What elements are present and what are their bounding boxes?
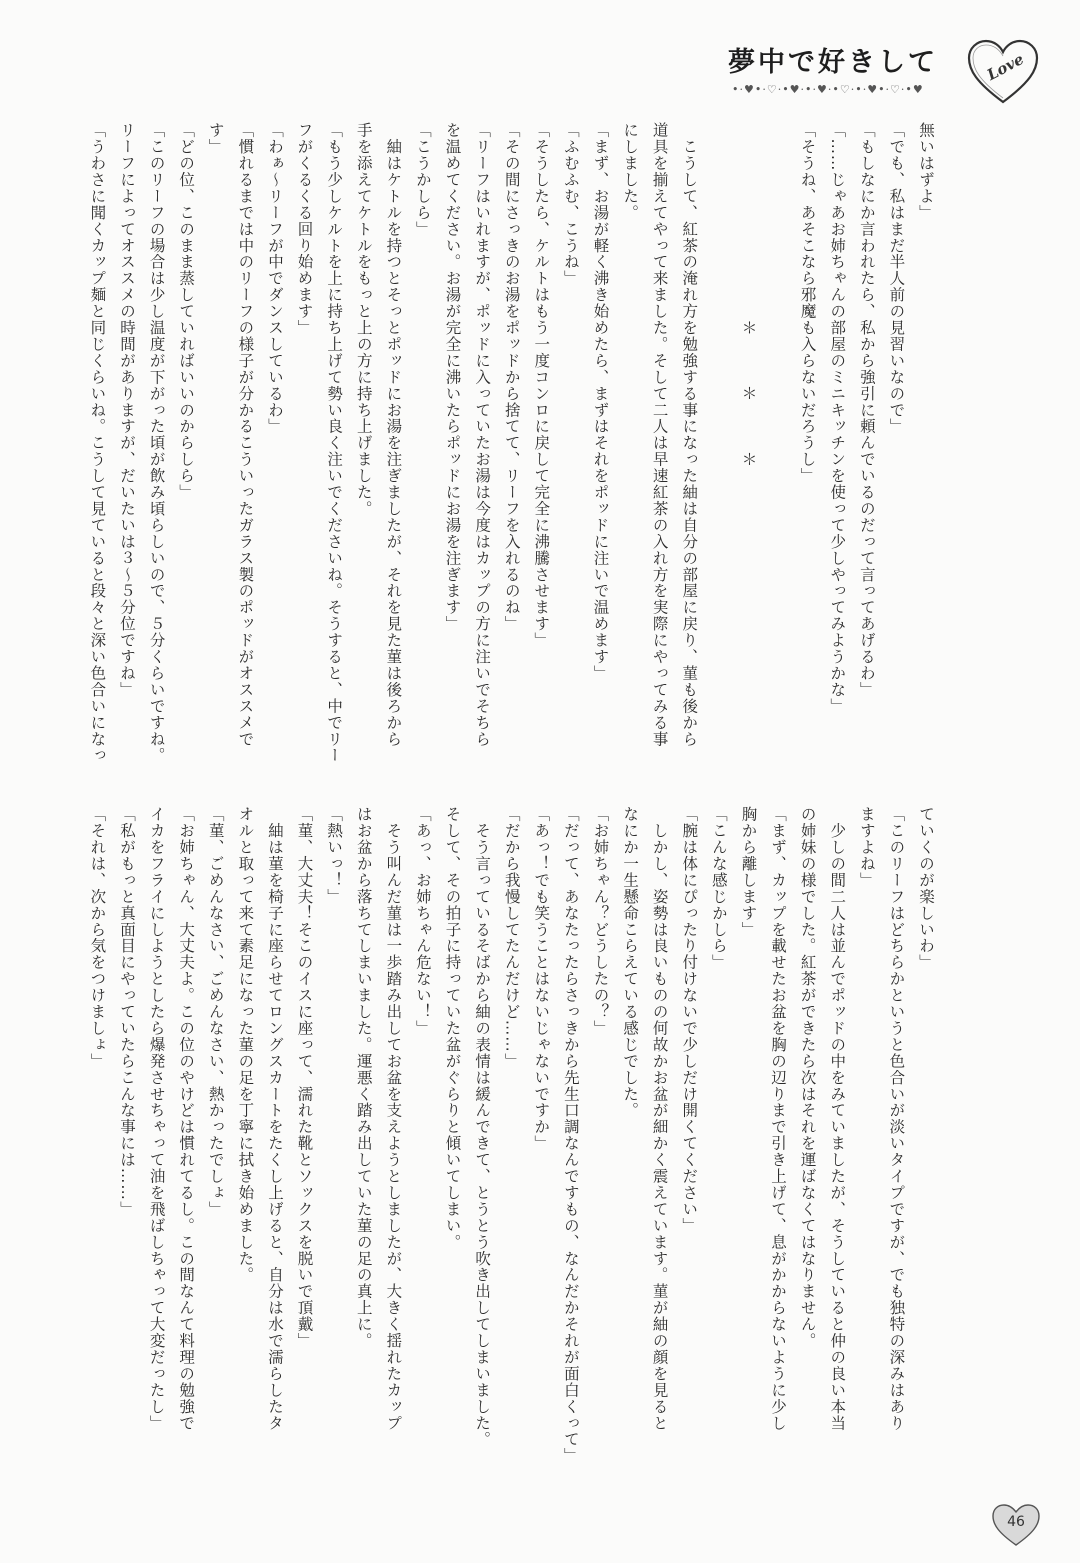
text-line: イカをフライにしようとしたら爆発させちゃって油を飛ばしちゃって大変だったし」 (147, 806, 166, 1432)
text-line: 「慣れるまでは中のリーフの様子が分かるこういったガラス製のポッドがオススメで (236, 122, 255, 748)
running-header-title: 夢中で好きして (728, 47, 938, 78)
text-line: 「その間にさっきのお湯をポッドから捨てて、リーフを入れるのね」 (502, 122, 521, 632)
text-line: こうして、紅茶の淹れ方を勉強する事になった紬は自分の部屋に戻り、菫も後から (680, 122, 699, 748)
text-line: 胸から離します」 (739, 806, 758, 938)
text-line: 無いはずよ」 (917, 122, 935, 221)
love-logo-text: Love (984, 49, 1027, 85)
text-line: 「熱いっ！」 (325, 806, 344, 905)
text-line: ますよね」 (857, 806, 876, 889)
text-line: 「私がもっと真面目にやっていたらこんな事には……」 (117, 806, 136, 1218)
text-line (762, 122, 792, 772)
text-line: そして、その拍子に持っていた盆がぐらりと傾いてしまい。 (443, 806, 462, 1251)
text-line: ていくのが楽しいわ」 (917, 806, 935, 971)
text-line: にしました。 (621, 122, 640, 221)
text-line: 「菫、ごめんなさい、ごめんなさい、熱かったでしょ」 (206, 806, 225, 1218)
text-line: 手を添えてケトルをもっと上の方に持ち上げました。 (354, 122, 373, 517)
text-line: 「あっ！でも笑うことはないじゃないですか」 (532, 806, 551, 1152)
text-line: 「だから我慢してたんだけど……」 (502, 806, 521, 1070)
text-line: 道具を揃えてやって来ました。そして二人は早速紅茶の入れ方を実際にやってみる事 (650, 122, 669, 748)
text-line: はお盆から落ちてしまいました。運悪く踏み出していた菫の足の真上に。 (354, 806, 373, 1349)
text-line: 「お姉ちゃん？どうしたの？」 (591, 806, 610, 1037)
text-line: 「お姉ちゃん、大丈夫よ。この位のやけどは慣れてるし。この間なんて料理の勉強で (177, 806, 196, 1432)
text-line: 「それは、次から気をつけましょ」 (88, 806, 107, 1070)
text-line: 「このリーフの場合は少し温度が下がった頃が飲み頃らしいので、５分くらいですね。 (147, 122, 166, 764)
text-line: 「そうね、あそこなら邪魔も入らないだろうし」 (798, 122, 817, 484)
text-block-top (88, 122, 940, 772)
page-number: 46 (1007, 1514, 1025, 1530)
text-line: 「あっ、お姉ちゃん危ない！」 (413, 806, 432, 1037)
text-line: 「まず、カップを載せたお盆を胸の辺りまで引き上げて、息がかからないように少し (769, 806, 788, 1432)
text-line: 「どの位、このまま蒸していればいいのからしら」 (177, 122, 196, 501)
text-line: 「そうしたら、ケルトはもう一度コンロに戻して完全に沸騰させます」 (532, 122, 551, 649)
text-line: 紬はケトルを持つとそっとポッドにお湯を注ぎましたが、それを見た菫は後ろから (384, 122, 403, 748)
text-line: 「菫、大丈夫！そこのイスに座って、濡れた靴とソックスを脱いで頂戴」 (295, 806, 314, 1349)
text-line: 「……じゃあお姉ちゃんの部屋のミニキッチンを使って少しやってみようかな」 (828, 122, 847, 715)
text-line: 「このリーフはどちらかというと色合いが淡いタイプですが、でも独特の深みはあり (887, 806, 906, 1432)
text-line: 「もう少しケルトを上に持ち上げて勢い良く注いでくださいね。そうすると、中でリー (325, 122, 344, 764)
text-line: の姉妹の様でした。紅茶ができたら次はそれを運ばなくてはなりません。 (798, 806, 817, 1349)
text-line: リーフによってオススメの時間がありますが、だいたいは３～５分位ですね」 (117, 122, 136, 698)
text-line: を温めてください。お湯が完全に沸いたらポッドにお湯を注ぎます」 (443, 122, 462, 632)
text-line: 「もしなにか言われたら、私から強引に頼んでいるのだって言ってあげるわ」 (857, 122, 876, 698)
text-line: 「わぁ～リーフが中でダンスしているわ」 (265, 122, 284, 435)
text-line: 紬は菫を椅子に座らせてロングスカートをたくし上げると、自分は水で濡らしたタ (265, 806, 284, 1432)
header-ornament-border: •·♥•·♡·•♥·•·♥·•♡·•·♥•·♡·•♥ (732, 83, 924, 96)
text-line: 「まず、お湯が軽く沸き始めたら、まずはそれをポッドに注いで温めます」 (591, 122, 610, 682)
text-line: 「腕は体にぴったり付けないで少しだけ開くてください」 (680, 806, 699, 1234)
text-block-bottom (88, 806, 940, 1464)
text-line (703, 122, 733, 772)
text-line: オルと取って来て素足になった菫の足を丁寧に拭き始めました。 (236, 806, 255, 1284)
text-line: 「こうかしら」 (413, 122, 432, 238)
text-line: そう言っているそばから紬の表情は緩んできて、とうとう吹き出してしまいました。 (473, 806, 492, 1448)
text-line: 「だって、あなたったらさっきから先生口調なんですもの、なんだかそれが面白くって」 (561, 806, 580, 1464)
text-line: 「こんな感じかしら」 (709, 806, 728, 971)
text-line: 「リーフはいれますが、ポッドに入っていたお湯は今度はカップの方に注いでそちら (473, 122, 492, 748)
text-line: なにか一生懸命こらえている感じでした。 (621, 806, 640, 1119)
text-line: 「うわさに聞くカップ麺と同じくらいね。こうして見ていると段々と深い色合いになっ (88, 122, 107, 764)
text-line: そう叫んだ菫は一歩踏み出してお盆を支えようとしましたが、大きく揺れたカップ (384, 806, 403, 1432)
text-line: す」 (206, 122, 225, 155)
text-line: 少しの間二人は並んでポッドの中をみていましたが、そうしていると仲の良い本当 (828, 806, 847, 1432)
text-line: 「でも、私はまだ半人前の見習いなので」 (887, 122, 906, 435)
text-line: 「ふむふむ、こうね」 (561, 122, 580, 287)
text-line: フがくるくる回り始めます」 (295, 122, 314, 336)
text-line: しかし、姿勢は良いものの何故かお盆が細かく震えています。菫が紬の顔を見ると (650, 806, 669, 1432)
text-line: ＊ ＊ ＊ (739, 122, 758, 468)
